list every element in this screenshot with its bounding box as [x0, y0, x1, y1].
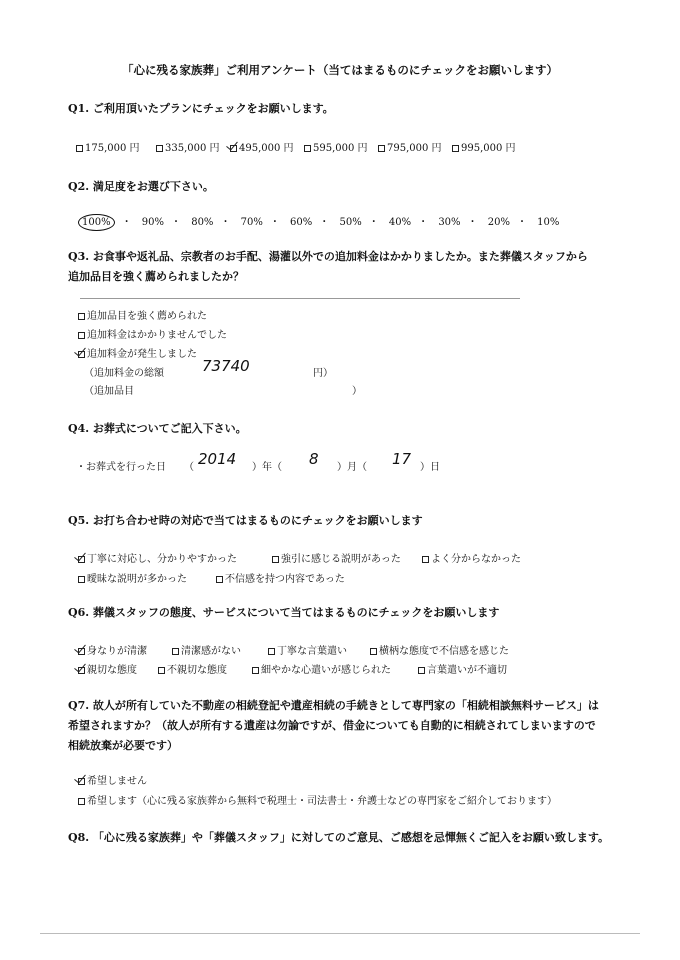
q2-option-100-selected[interactable]: 100% — [78, 214, 115, 231]
separator: ・ — [121, 217, 132, 228]
divider — [80, 298, 520, 299]
checkbox[interactable] — [272, 556, 279, 563]
separator: ・ — [418, 217, 429, 228]
q4-month-unit: ）月（ — [337, 462, 367, 473]
checkbox[interactable] — [304, 145, 311, 152]
checkbox-checked[interactable] — [78, 667, 85, 674]
q3-total-unit: 円） — [313, 368, 333, 379]
q6-option-polite-speech[interactable]: 丁寧な言葉遣い — [268, 642, 347, 657]
q4-date-label: ・お葬式を行った日 — [76, 462, 166, 473]
q3-option-pushed[interactable]: 追加品目を強く薦められた — [78, 307, 207, 322]
q7-option-request[interactable]: 希望します（心に残る家族葬から無料で税理士・司法書士・弁護士などの専門家をご紹介しております） — [78, 792, 557, 807]
q2-option-40[interactable]: 40% — [388, 217, 412, 228]
q4-question: Q4. お葬式についてご記入下さい。 — [68, 422, 247, 435]
separator: ・ — [269, 217, 280, 228]
q7-question-line3: 相続放棄が必要です） — [68, 739, 178, 752]
checkbox[interactable] — [172, 648, 179, 655]
q7-question-line1: Q7. 故人が所有していた不動産の相続登記や遺産相続の手続きとして専門家の「相続相談無料サービス」は — [68, 699, 599, 712]
checkbox[interactable] — [156, 145, 163, 152]
q7-option-decline[interactable]: 希望しません — [78, 772, 147, 787]
q3-question-line1: Q3. お食事や返礼品、宗教者のお手配、湯灌以外での追加料金はかかりましたか。また葬儀スタッフから — [68, 250, 588, 263]
q1-option-335000[interactable]: 335,000 円 — [156, 139, 220, 154]
checkbox[interactable] — [378, 145, 385, 152]
q6-question: Q6. 葬儀スタッフの態度、サービスについて当てはまるものにチェックをお願いします — [68, 606, 500, 619]
checkbox[interactable] — [158, 667, 165, 674]
q6-option-arrogant[interactable]: 横柄な態度で不信感を感じた — [370, 642, 509, 657]
checkbox[interactable] — [422, 556, 429, 563]
q1-option-595000[interactable]: 595,000 円 — [304, 139, 368, 154]
q4-month-value[interactable]: 8 — [309, 450, 319, 468]
q2-option-80[interactable]: 80% — [191, 217, 214, 228]
checkbox[interactable] — [216, 576, 223, 583]
q4-day-unit: ）日 — [420, 462, 440, 473]
separator: ・ — [368, 217, 379, 228]
q2-option-70[interactable]: 70% — [240, 217, 263, 228]
bottom-rule — [40, 933, 640, 934]
q3-items-label: （追加品目 — [84, 386, 134, 397]
q3-option-charge[interactable]: 追加料金が発生しました — [78, 345, 197, 360]
q6-option-unkind[interactable]: 不親切な態度 — [158, 661, 227, 676]
checkbox[interactable] — [252, 667, 259, 674]
q6-option-neat[interactable]: 身なりが清潔 — [78, 642, 147, 657]
separator: ・ — [467, 217, 478, 228]
q3-option-no-charge[interactable]: 追加料金はかかりませんでした — [78, 326, 227, 341]
checkbox[interactable] — [76, 145, 83, 152]
q1-option-495000[interactable]: 495,000 円 — [230, 139, 294, 154]
checkbox-checked[interactable] — [230, 145, 237, 152]
q3-question-line2: 追加品目を強く薦められましたか？ — [68, 270, 244, 283]
checkbox[interactable] — [452, 145, 459, 152]
separator: ・ — [516, 217, 527, 228]
q2-option-30[interactable]: 30% — [438, 217, 461, 228]
checkbox[interactable] — [78, 798, 85, 805]
survey-title: 「心に残る家族葬」ご利用アンケート（当てはまるものにチェックをお願いします） — [122, 63, 558, 77]
q2-option-50[interactable]: 50% — [339, 217, 362, 228]
checkbox-checked[interactable] — [78, 556, 85, 563]
q4-year-unit: ）年（ — [252, 462, 282, 473]
q5-option-unclear[interactable]: よく分からなかった — [422, 550, 521, 565]
q4-year-value[interactable]: 2014 — [198, 450, 237, 468]
q2-question: Q2. 満足度をお選び下さい。 — [68, 180, 214, 193]
checkbox[interactable] — [418, 667, 425, 674]
q1-question: Q1. ご利用頂いたプランにチェックをお願いします。 — [68, 102, 334, 115]
q1-option-795000[interactable]: 795,000 円 — [378, 139, 442, 154]
checkbox[interactable] — [78, 332, 85, 339]
checkbox[interactable] — [370, 648, 377, 655]
separator: ・ — [171, 217, 182, 228]
q1-option-995000[interactable]: 995,000 円 — [452, 139, 516, 154]
q2-rating-scale — [78, 213, 559, 228]
checkbox-checked[interactable] — [78, 351, 85, 358]
checkbox[interactable] — [78, 576, 85, 583]
q6-option-improper-speech[interactable]: 言葉遣いが不適切 — [418, 661, 507, 676]
q6-option-unclean[interactable]: 清潔感がない — [172, 642, 241, 657]
q6-option-attentive[interactable]: 細やかな心遣いが感じられた — [252, 661, 391, 676]
q8-question: Q8. 「心に残る家族葬」や「葬儀スタッフ」に対してのご意見、ご感想を忌憚無くご記入をお願い致します。 — [68, 831, 610, 844]
q7-question-line2: 希望されますか？（故人が所有する遺産は勿論ですが、借金についても自動的に相続されてしまいますので — [68, 719, 596, 732]
q5-option-polite[interactable]: 丁寧に対応し、分かりやすかった — [78, 550, 237, 565]
checkbox[interactable] — [78, 313, 85, 320]
q1-option-175000[interactable]: 175,000 円 — [76, 139, 140, 154]
q5-option-distrust[interactable]: 不信感を持つ内容であった — [216, 570, 345, 585]
q3-items-close: ） — [352, 386, 362, 397]
separator: ・ — [220, 217, 231, 228]
q5-question: Q5. お打ち合わせ時の対応で当てはまるものにチェックをお願いします — [68, 514, 423, 527]
checkbox-checked[interactable] — [78, 648, 85, 655]
q2-option-60[interactable]: 60% — [290, 217, 313, 228]
q5-option-vague[interactable]: 曖昧な説明が多かった — [78, 570, 187, 585]
q4-day-value[interactable]: 17 — [392, 450, 412, 468]
q3-total-value[interactable]: 73740 — [202, 357, 250, 375]
q5-option-forceful[interactable]: 強引に感じる説明があった — [272, 550, 401, 565]
q3-total-label: （追加料金の総額 — [84, 368, 164, 379]
checkbox-checked[interactable] — [78, 778, 85, 785]
checkbox[interactable] — [268, 648, 275, 655]
q6-option-kind[interactable]: 親切な態度 — [78, 661, 137, 676]
q2-option-10[interactable]: 10% — [537, 217, 560, 228]
paren-open: （ — [184, 462, 194, 473]
separator: ・ — [319, 217, 330, 228]
q2-option-20[interactable]: 20% — [487, 217, 510, 228]
q2-option-90[interactable]: 90% — [141, 217, 165, 228]
